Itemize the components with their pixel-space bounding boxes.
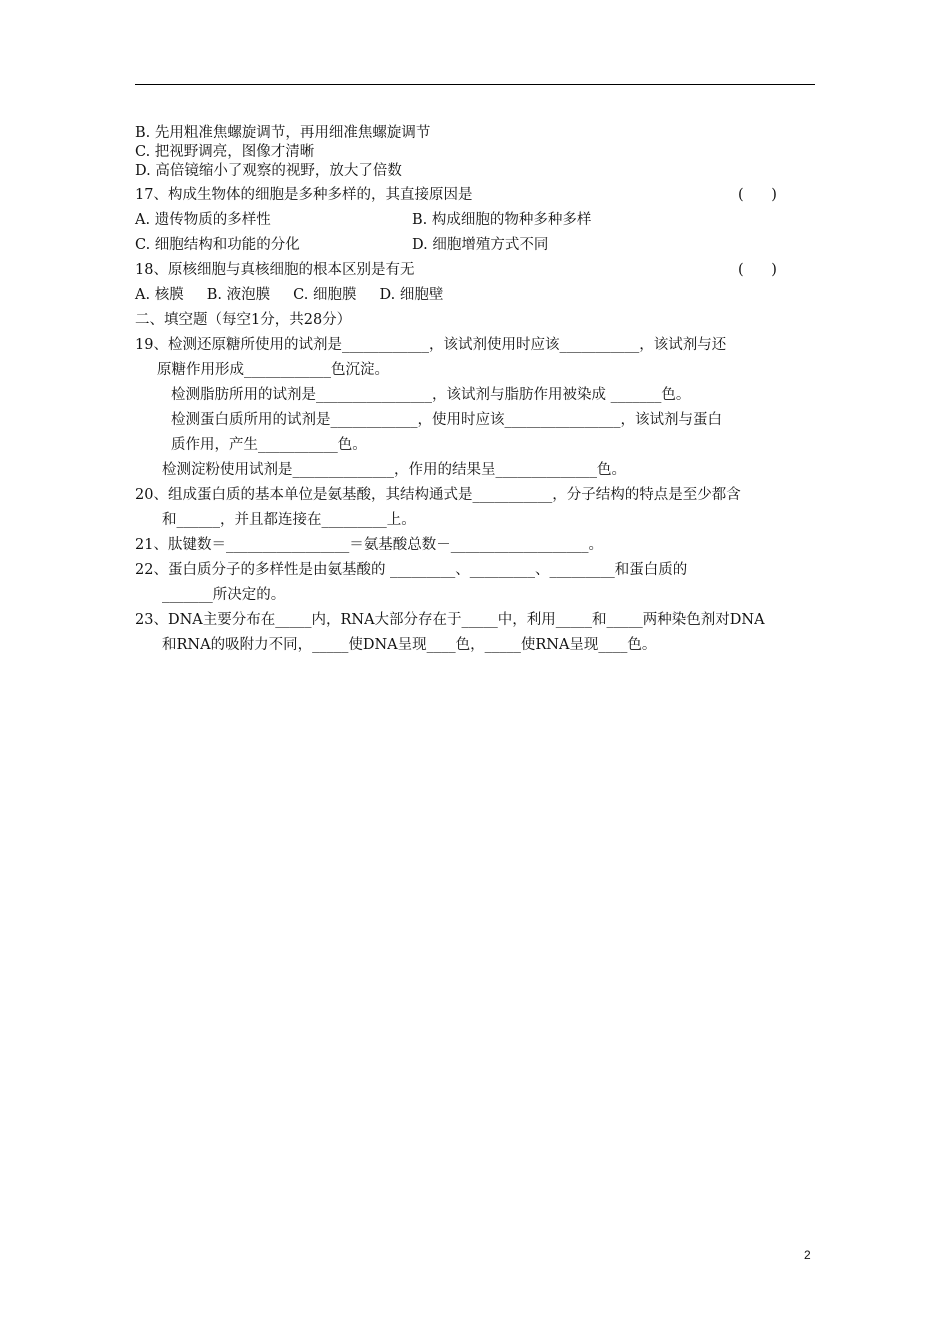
q17-option-c: C. 细胞结构和功能的分化 xyxy=(135,237,300,253)
q19-line-3: 检测脂肪所用的试剂是________________，该试剂与脂肪作用被染成 _______色。 xyxy=(171,387,691,403)
q20-line-1: 20、组成蛋白质的基本单位是氨基酸，其结构通式是___________，分子结构的特点是至少都含 xyxy=(135,487,741,503)
option-b: B. 先用粗准焦螺旋调节，再用细准焦螺旋调节 xyxy=(135,125,431,141)
q19-line-4: 检测蛋白质所用的试剂是____________，使用时应该________________，该试剂与蛋白 xyxy=(171,412,722,428)
section-title: 二、填空题（每空1分，共28分） xyxy=(135,312,352,328)
option-d: D. 高倍镜缩小了观察的视野，放大了倍数 xyxy=(135,163,402,179)
q22-line-1: 22、蛋白质分子的多样性是由氨基酸的 _________、_________、_________和蛋白质的 xyxy=(135,562,688,578)
q17-option-a: A. 遗传物质的多样性 xyxy=(135,212,271,228)
q17-option-b: B. 构成细胞的物种多种多样 xyxy=(412,212,592,228)
question-17-stem: 17、构成生物体的细胞是多种多样的，其直接原因是 xyxy=(135,187,473,203)
q18-options: A. 核膜 B. 液泡膜 C. 细胞膜 D. 细胞壁 xyxy=(135,287,444,303)
q20-line-2: 和______，并且都连接在_________上。 xyxy=(162,512,416,528)
answer-bracket-17: ( ) xyxy=(738,187,777,203)
answer-bracket-18: ( ) xyxy=(738,262,777,278)
page-number: 2 xyxy=(804,1248,811,1262)
q23-line-2: 和RNA的吸附力不同，_____使DNA呈现____色，_____使RNA呈现____色。 xyxy=(162,637,657,653)
q19-line-1: 19、检测还原糖所使用的试剂是____________，该试剂使用时应该___________，该试剂与还 xyxy=(135,337,727,353)
q21-line: 21、肽键数＝_________________＝氨基酸总数－___________________。 xyxy=(135,537,603,553)
q22-line-2: _______所决定的。 xyxy=(162,587,286,603)
q19-line-5: 质作用，产生___________色。 xyxy=(171,437,367,453)
option-c: C. 把视野调亮，图像才清晰 xyxy=(135,144,315,160)
q19-line-2: 原糖作用形成____________色沉淀。 xyxy=(157,362,389,378)
q19-line-6: 检测淀粉使用试剂是______________，作用的结果呈______________色。 xyxy=(162,462,626,478)
header-rule xyxy=(135,84,815,85)
question-18-stem: 18、原核细胞与真核细胞的根本区别是有无 xyxy=(135,262,415,278)
q23-line-1: 23、DNA主要分布在_____内，RNA大部分存在于_____中，利用_____和_____两种染色剂对DNA xyxy=(135,612,765,628)
q17-option-d: D. 细胞增殖方式不同 xyxy=(412,237,549,253)
